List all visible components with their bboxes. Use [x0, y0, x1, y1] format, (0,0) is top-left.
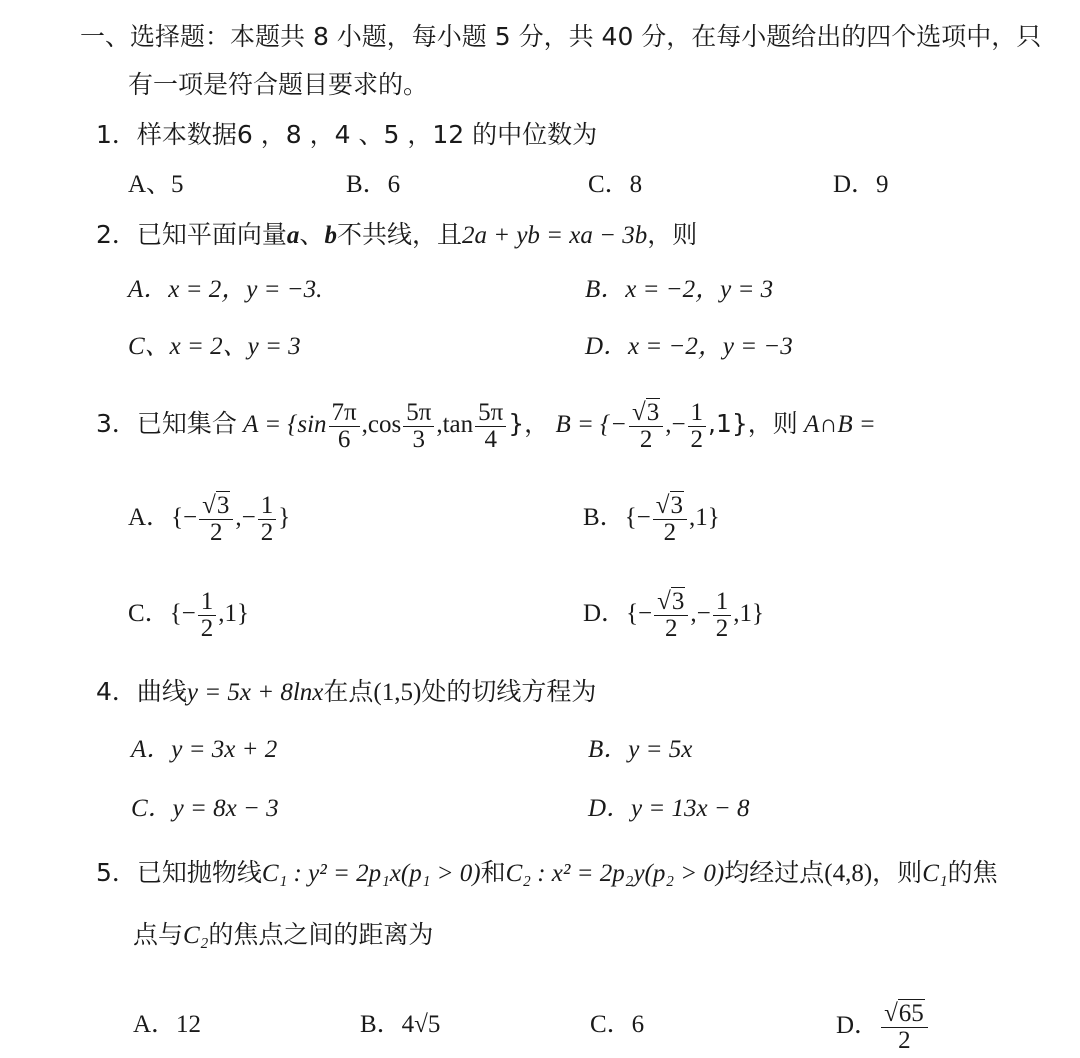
- section-heading: 一、选择题：本题共 8 小题，每小题 5 分，共 40 分，在每小题给出的四个选项中，只: [80, 22, 1042, 51]
- fraction: $\frac{5\pi}{3}$: [403, 400, 434, 454]
- fraction: $\frac{5\pi}{4}$: [475, 400, 506, 454]
- fraction: $\frac{√3}{2}$: [629, 400, 663, 454]
- q1-option-c: C．8: [588, 171, 643, 198]
- fraction: $\frac{1}{2}$: [688, 400, 707, 454]
- q4-option-a: A．y = 3x + 2: [131, 736, 278, 763]
- question-2-stem: 2．已知平面向量a、b不共线，且2a + yb = xa − 3b，则: [96, 220, 698, 249]
- question-5-stem-cont: 点与C₂的焦点之间的距离为: [133, 920, 434, 949]
- q3-option-a: A．{− $\frac{√3}{2}$ ,− $\frac{1}{2}$ }: [128, 491, 291, 546]
- q2-option-a: A．x = 2，y = −3.: [128, 276, 323, 303]
- q1-option-d: D．9: [833, 171, 889, 198]
- fraction: $\frac{7\pi}{6}$: [329, 400, 360, 454]
- q5-option-d: D． $\frac{√65}{2}$: [836, 994, 930, 1058]
- question-4-stem: 4．曲线y = 5x + 8lnx在点(1,5)处的切线方程为: [96, 677, 597, 706]
- q5-option-a: A．12: [133, 1011, 202, 1038]
- q5-option-b: B．4√5: [360, 1011, 441, 1038]
- q2-option-d: D．x = −2，y = −3: [585, 333, 793, 360]
- question-3-stem: 3．已知集合 A = {sin $\frac{7\pi}{6}$ ,cos $\frac{5\pi}{3}$ ,tan $\frac{5\pi}{4}$ }， B = {− $\frac{√3}{2}$ ,− $\frac{1}{2}$ ,1}，则 A∩B =: [96, 398, 876, 453]
- q3-option-c: C．{− $\frac{1}{2}$ ,1}: [128, 587, 250, 642]
- q4-option-d: D．y = 13x − 8: [588, 795, 750, 822]
- q1-option-a: A、5: [128, 171, 184, 198]
- q1-option-b: B．6: [346, 171, 401, 198]
- section-heading-cont: 有一项是符合题目要求的。: [128, 70, 429, 99]
- q2-option-c: C、x = 2、y = 3: [128, 333, 301, 360]
- q2-option-b: B．x = −2，y = 3: [585, 276, 774, 303]
- q4-option-c: C．y = 8x − 3: [131, 795, 279, 822]
- q3-option-b: B．{− $\frac{√3}{2}$ ,1}: [583, 491, 720, 546]
- q5-option-c: C．6: [590, 1011, 645, 1038]
- q3-option-d: D．{− $\frac{√3}{2}$ ,− $\frac{1}{2}$ ,1}: [583, 587, 765, 642]
- question-5-stem: 5．已知抛物线C₁ : y² = 2p₁x(p₁ > 0)和C₂ : x² = 2p₂y(p₂ > 0)均经过点(4,8)，则C₁的焦: [96, 858, 998, 887]
- question-1-stem: 1．样本数据6 ，8 ，4 、5 ，12 的中位数为: [96, 120, 598, 149]
- q4-option-b: B．y = 5x: [588, 736, 693, 763]
